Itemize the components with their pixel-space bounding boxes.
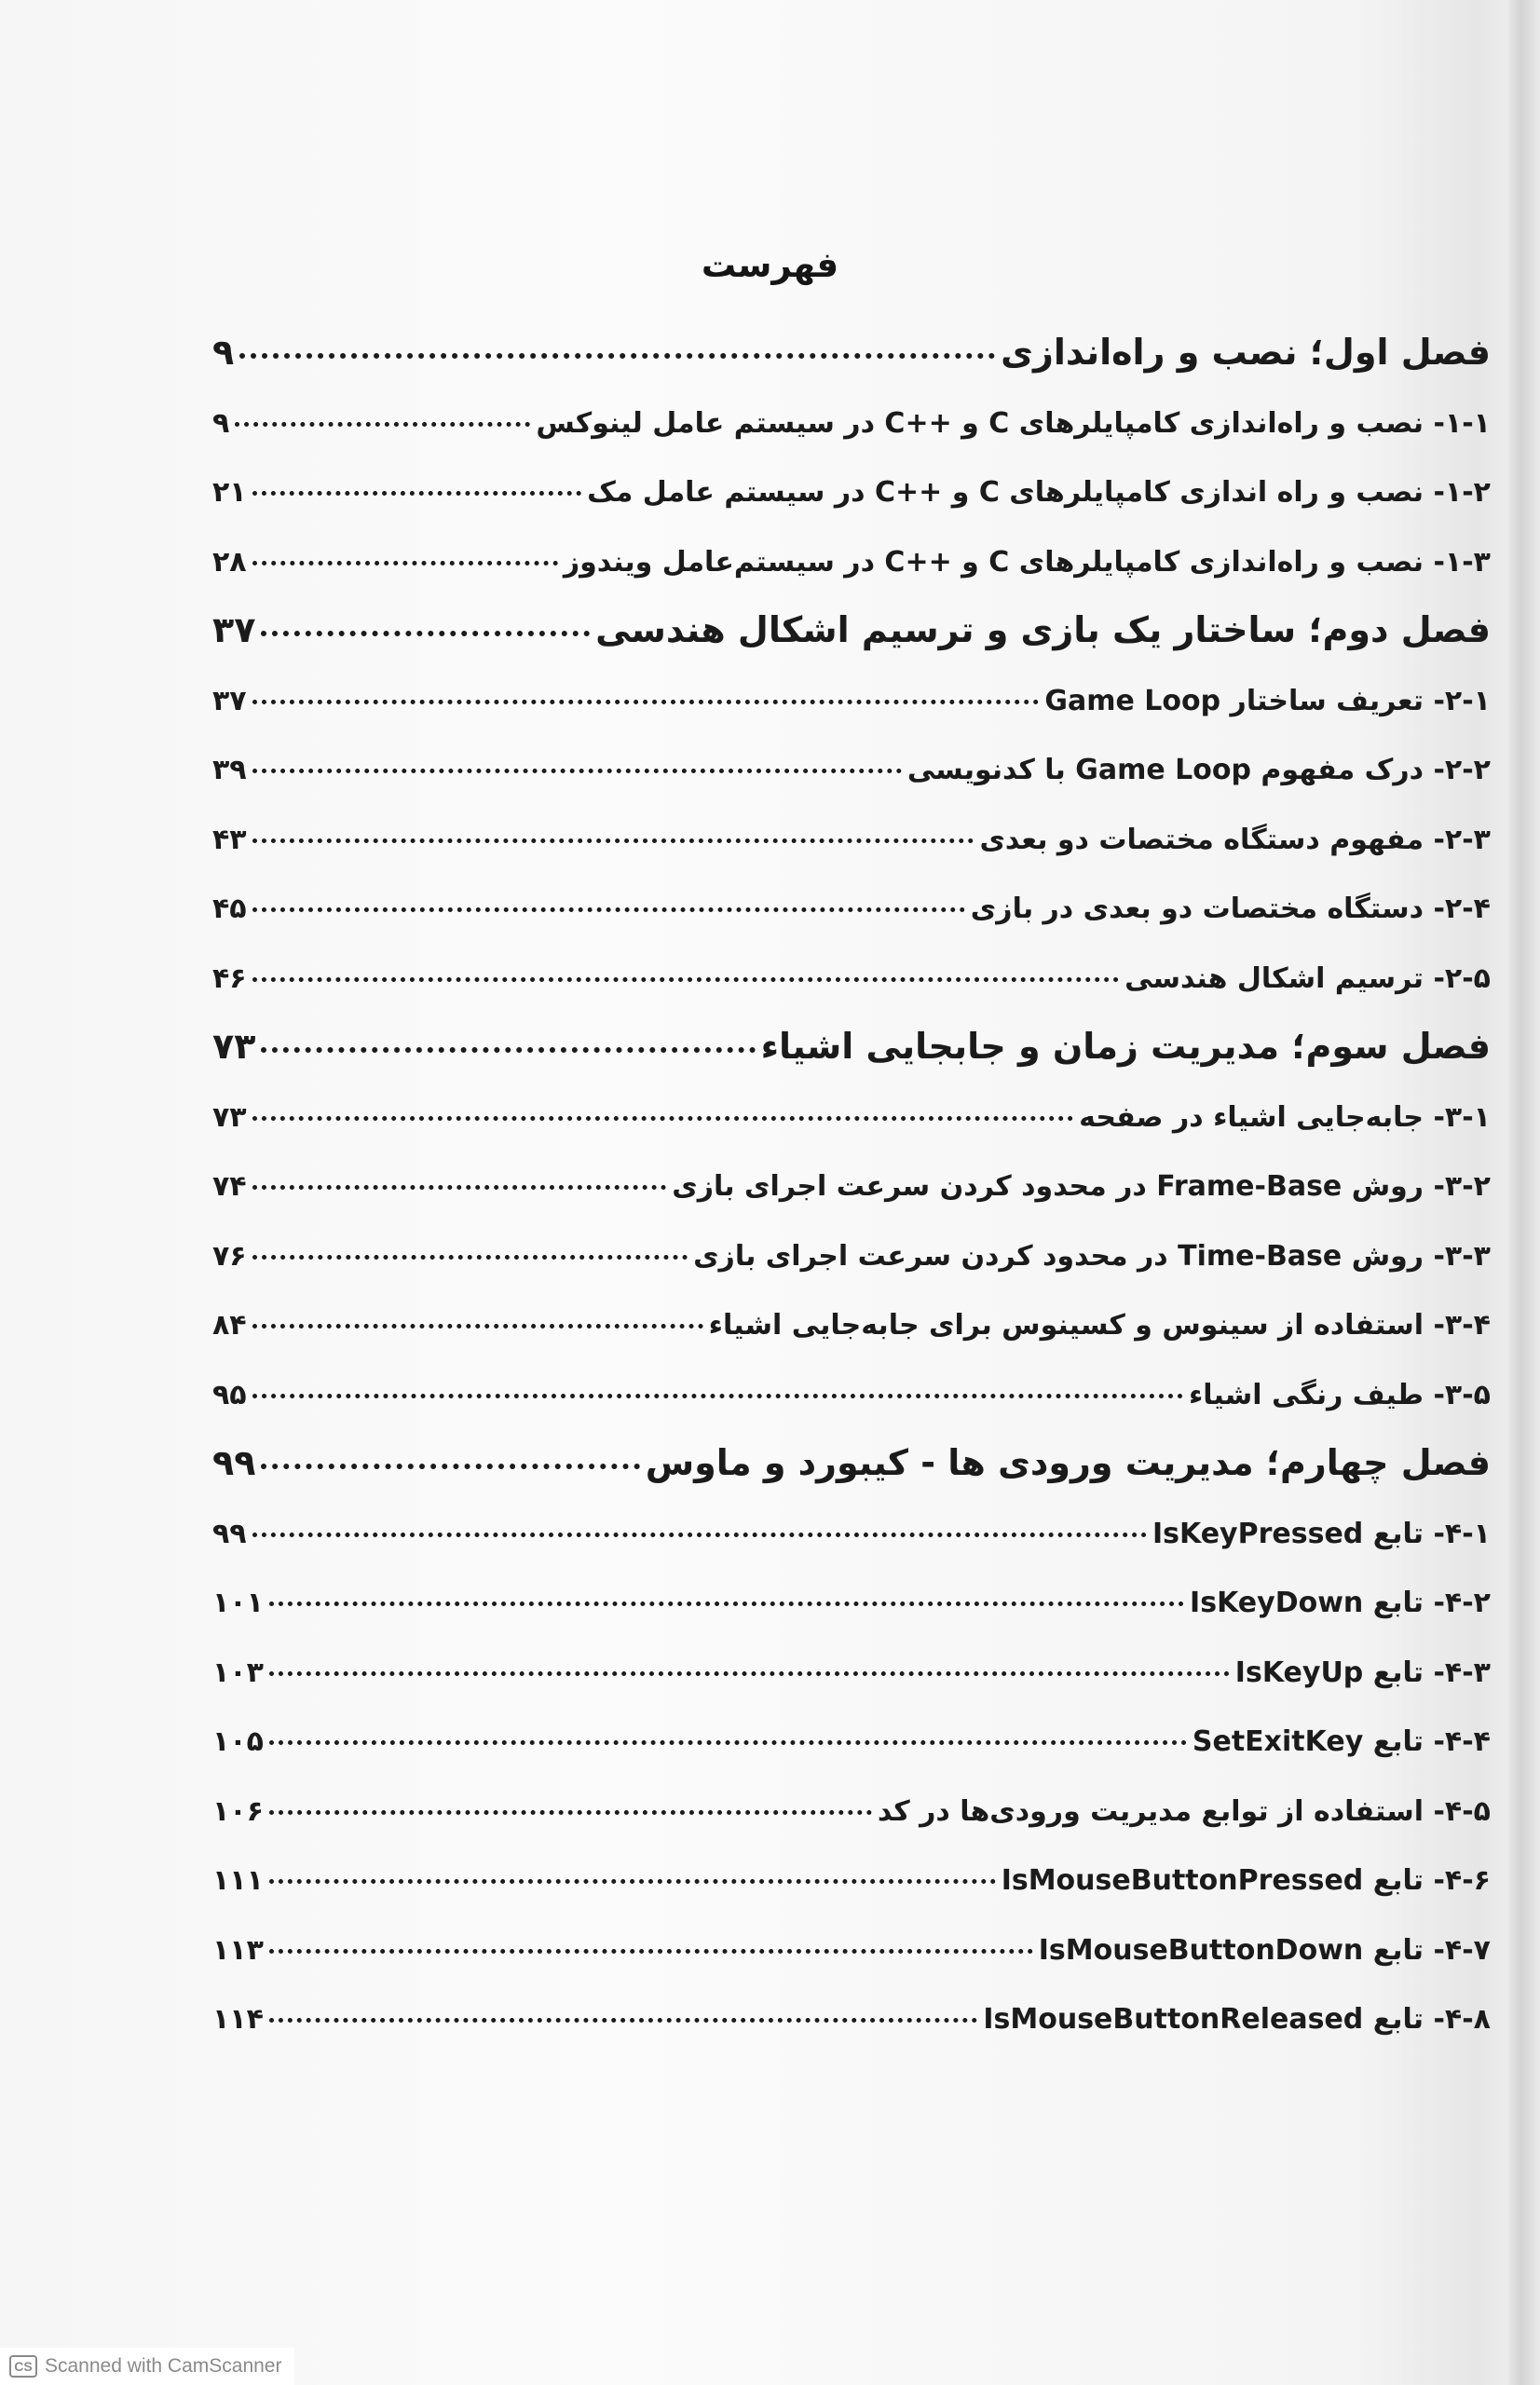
- dot-leader: [252, 1255, 688, 1260]
- toc-section-row: [212, 1795, 1491, 1842]
- toc-page-number: ۴۶: [212, 961, 247, 995]
- dot-leader: [269, 1879, 996, 1884]
- dot-leader: [252, 1185, 667, 1190]
- dot-leader: [269, 1949, 1033, 1954]
- toc-entry-label: فصل چهارم؛ مدیریت ورودی ها - کیبورد و ماوس: [645, 1442, 1491, 1483]
- toc-entry-label: ۲-۴- دستگاه مختصات دو بعدی در بازی: [970, 893, 1491, 925]
- toc-entry-label: ۳-۵- طیف رنگی اشیاء: [1188, 1378, 1491, 1411]
- toc-entry-label: ۴-۴- تابع SetExitKey: [1192, 1725, 1491, 1758]
- toc-chapter-row: [212, 609, 1491, 663]
- dot-leader: [252, 838, 974, 843]
- toc-section-row: [212, 407, 1491, 454]
- toc-page-number: ۹۹: [212, 1442, 256, 1483]
- toc-page-number: ۳۷: [212, 609, 256, 650]
- watermark-text: Scanned with CamScanner: [45, 2355, 282, 2377]
- toc-section-row: [212, 1518, 1491, 1564]
- toc-chapter-row: [212, 1442, 1491, 1496]
- toc-section-row: [212, 1379, 1491, 1425]
- toc-entry-label: ۱-۳- نصب و راه‌اندازی کامپایلرهای C و ++C در سیستم‌عامل ویندوز: [563, 545, 1491, 579]
- dot-leader: [261, 1464, 639, 1469]
- toc-entry-label: ۲-۲- درک مفهوم Game Loop با کدنویسی: [906, 754, 1491, 786]
- toc-chapter-row: [212, 1026, 1491, 1080]
- toc-section-row: [212, 1725, 1491, 1772]
- dot-leader: [269, 2018, 977, 2023]
- toc-section-row: [212, 1934, 1491, 1981]
- toc-section-row: [212, 1170, 1491, 1217]
- toc-section-row: [212, 1240, 1491, 1287]
- toc-page-number: ۱۰۱: [212, 1587, 264, 1619]
- toc-page-number: ۱۱۱: [212, 1864, 264, 1897]
- dot-leader: [261, 631, 590, 636]
- toc-entry-label: ۱-۲- نصب و راه اندازی کامپایلرهای C و ++C در سیستم عامل مک: [587, 476, 1491, 509]
- dot-leader: [269, 1671, 1230, 1676]
- toc-entry-label: ۲-۳- مفهوم دستگاه مختصات دو بعدی: [979, 823, 1491, 856]
- toc-entry-label: فصل اول؛ نصب و راه‌اندازی: [1001, 332, 1491, 373]
- toc-entry-label: ۴-۵- استفاده از توابع مدیریت ورودی‌ها در کد: [877, 1794, 1491, 1828]
- toc-page-number: ۲۱: [212, 476, 247, 509]
- toc-entry-label: ۴-۱- تابع IsKeyPressed: [1152, 1517, 1491, 1550]
- toc-page-number: ۷۶: [212, 1239, 247, 1273]
- page-title: فهرست: [701, 245, 839, 285]
- dot-leader: [252, 1116, 1074, 1121]
- toc-section-row: [212, 1587, 1491, 1633]
- toc-entry-label: ۲-۵- ترسیم اشکال هندسی: [1124, 961, 1491, 995]
- toc-page-number: ۹: [212, 406, 230, 440]
- toc-page-number: ۲۸: [212, 545, 247, 579]
- dot-leader: [252, 1394, 1183, 1398]
- dot-leader: [239, 353, 995, 359]
- toc-page-number: ۹۵: [212, 1378, 247, 1411]
- toc-page-number: ۳۹: [212, 754, 247, 786]
- toc-section-row: [212, 1864, 1491, 1911]
- toc-page-number: ۴۳: [212, 823, 247, 856]
- toc-entry-label: فصل دوم؛ ساختار یک بازی و ترسیم اشکال هندسی: [595, 609, 1491, 650]
- toc-section-row: [212, 1309, 1491, 1356]
- toc-entry-label: فصل سوم؛ مدیریت زمان و جابجایی اشیاء: [760, 1026, 1491, 1067]
- toc-entry-label: ۳-۴- استفاده از سینوس و کسینوس برای جابه‌جایی اشیاء: [708, 1309, 1491, 1342]
- dot-leader: [261, 1047, 755, 1053]
- dot-leader: [252, 561, 558, 566]
- toc-entry-label: ۴-۷- تابع IsMouseButtonDown: [1038, 1933, 1491, 1967]
- scanner-watermark: [0, 2348, 294, 2385]
- toc-section-row: [212, 476, 1491, 523]
- toc-page-number: ۱۱۴: [212, 2003, 264, 2036]
- toc-page-number: ۹۹: [212, 1517, 247, 1550]
- toc-page-number: ۱۰۵: [212, 1725, 264, 1758]
- toc-page-number: ۷۳: [212, 1100, 247, 1134]
- toc-entry-label: ۳-۱- جابه‌جایی اشیاء در صفحه: [1079, 1100, 1491, 1134]
- dot-leader: [235, 422, 530, 427]
- dot-leader: [252, 769, 902, 773]
- dot-leader: [252, 1533, 1147, 1537]
- dot-leader: [252, 907, 965, 912]
- toc-entry-label: ۳-۳- روش Time-Base در محدود کردن سرعت اجرای بازی: [693, 1239, 1491, 1273]
- toc-section-row: [212, 2003, 1491, 2050]
- toc-section-row: [212, 1101, 1491, 1148]
- toc-page-number: ۴۵: [212, 893, 247, 925]
- toc-entry-label: ۴-۶- تابع IsMouseButtonPressed: [1001, 1864, 1491, 1897]
- dot-leader: [269, 1740, 1187, 1745]
- toc-entry-label: ۴-۸- تابع IsMouseButtonReleased: [983, 2003, 1491, 2036]
- toc-section-row: [212, 546, 1491, 593]
- toc-chapter-row: [212, 332, 1491, 386]
- toc-page-number: ۷۳: [212, 1026, 256, 1067]
- page-edge-shadow: [1508, 0, 1540, 2385]
- dot-leader: [252, 491, 581, 496]
- toc-entry-label: ۱-۱- نصب و راه‌اندازی کامپایلرهای C و ++C در سیستم عامل لینوکس: [536, 406, 1491, 440]
- toc-section-row: [212, 1656, 1491, 1703]
- toc-section-row: [212, 893, 1491, 939]
- toc-entry-label: ۳-۲- روش Frame-Base در محدود کردن سرعت اجرای بازی: [672, 1170, 1491, 1203]
- toc-page-number: ۱۰۳: [212, 1656, 264, 1689]
- dot-leader: [252, 977, 1120, 982]
- dot-leader: [269, 1601, 1184, 1606]
- toc-page-number: ۱۰۶: [212, 1794, 264, 1828]
- toc-page-number: ۷۴: [212, 1170, 247, 1203]
- toc-entry-label: ۴-۲- تابع IsKeyDown: [1190, 1587, 1491, 1619]
- dot-leader: [252, 1324, 703, 1329]
- toc-page-number: ۳۷: [212, 684, 247, 717]
- toc-entry-label: ۴-۳- تابع IsKeyUp: [1234, 1656, 1491, 1689]
- toc-page-number: ۱۱۳: [212, 1933, 264, 1967]
- toc-section-row: [212, 962, 1491, 1009]
- toc-section-row: [212, 685, 1491, 731]
- toc-page-number: ۸۴: [212, 1309, 247, 1342]
- dot-leader: [269, 1810, 872, 1815]
- camscanner-logo-icon: CS: [9, 2355, 37, 2378]
- toc-section-row: [212, 824, 1491, 870]
- toc-page-number: ۹: [212, 332, 235, 373]
- toc-section-row: [212, 754, 1491, 800]
- dot-leader: [252, 700, 1040, 704]
- toc-entry-label: ۲-۱- تعریف ساختار Game Loop: [1044, 684, 1491, 717]
